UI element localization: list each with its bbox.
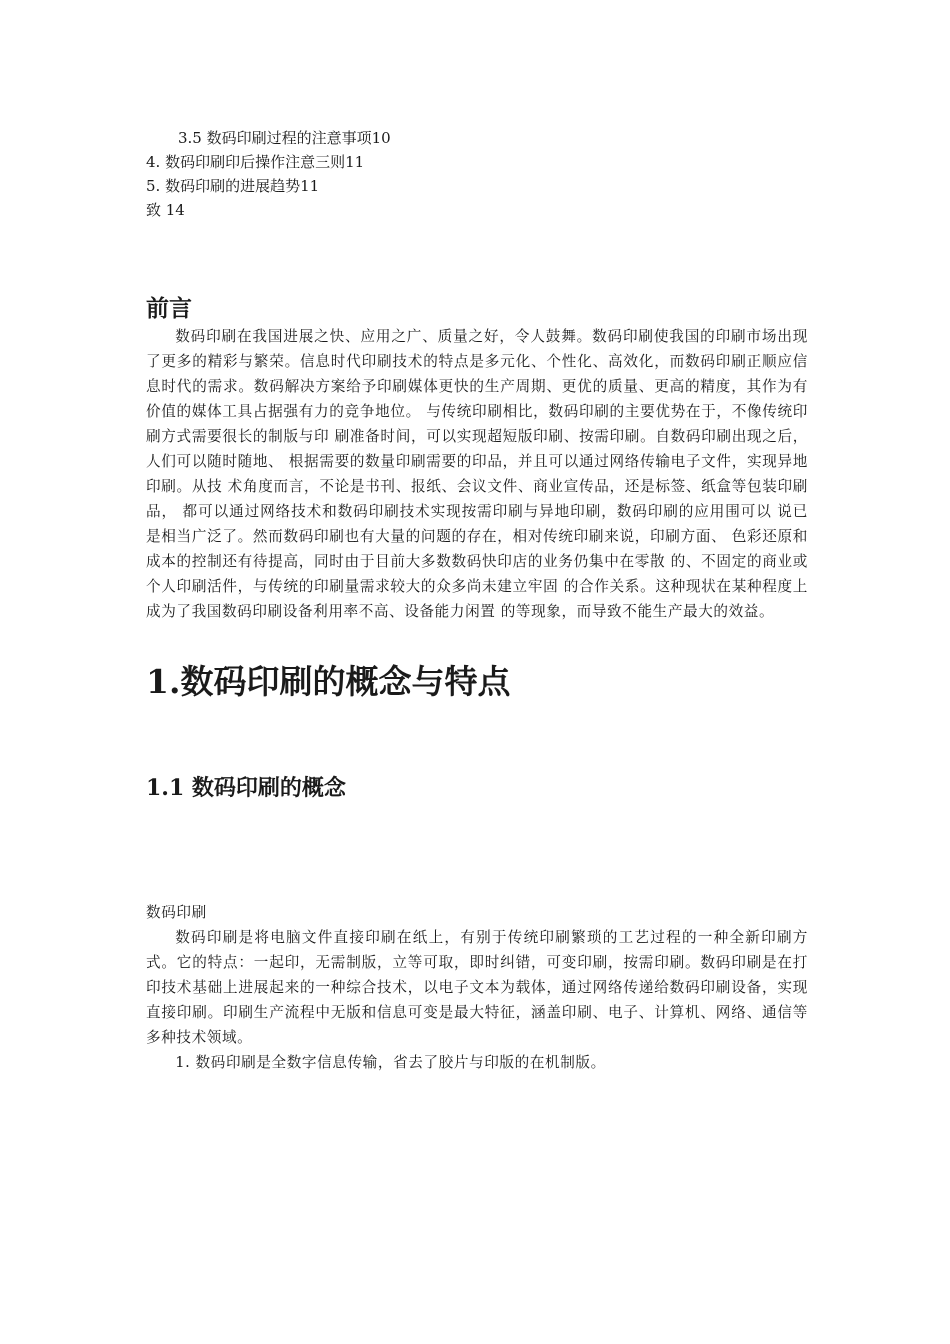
preface-heading: 前言	[146, 296, 192, 322]
toc-entry[interactable]: 致 14	[146, 201, 185, 219]
toc-entry[interactable]: 5. 数码印刷的进展趋势11	[146, 177, 320, 195]
toc-entry[interactable]: 3.5 数码印刷过程的注意事项10	[178, 129, 391, 147]
concept-paragraph: 数码印刷是将电脑文件直接印刷在纸上，有别于传统印刷繁琐的工艺过程的一种全新印刷方式。它的特点：一起印，无需制版，立等可取，即时纠错，可变印刷，按需印刷。数码印刷是在打印技术基础上进展起来的一种综合技术，以电子文本为载体，通过网络传递给数码印刷设备，实现直接印刷。印刷生产流程中无版和信息可变是最大特征，涵盖印刷、电子、计算机、网络、通信等多种技术领域。	[146, 929, 808, 1046]
toc-entry[interactable]: 4. 数码印刷印后操作注意三则11	[146, 153, 365, 171]
table-of-contents	[146, 126, 808, 222]
concept-label: 数码印刷	[146, 904, 207, 921]
list-item: 1. 数码印刷是全数字信息传输，省去了胶片与印版的在机制版。	[175, 1054, 606, 1071]
section-1-1-heading: 1.1 数码印刷的概念	[146, 775, 346, 801]
preface-paragraph: 数码印刷在我国进展之快、应用之广、质量之好，令人鼓舞。数码印刷使我国的印刷市场出现了更多的精彩与繁荣。信息时代印刷技术的特点是多元化、个性化、高效化，而数码印刷正顺应信息时代的需求。数码解决方案给予印刷媒体更快的生产周期、更优的质量、更高的精度，其作为有价值的媒体工具占据强有力的竞争地位。 与传统印刷相比，数码印刷的主要优势在于，不像传统印刷方式需要很长的制版与印 刷准备时间，可以实现超短版印刷、按需印刷。自数码印刷出现之后，人们可以随时随地、 根据需要的数量印刷需要的印品，并且可以通过网络传输电子文件，实现异地印刷。从技 术角度而言，不论是书刊、报纸、会议文件、商业宣传品，还是标签、纸盒等包装印刷品， 都可以通过网络技术和数码印刷技术实现按需印刷与异地印刷，数码印刷的应用围可以 说已是相当广泛了。然而数码印刷也有大量的问题的存在，相对传统印刷来说，印刷方面、 色彩还原和成本的控制还有待提高，同时由于目前大多数数码快印店的业务仍集中在零散 的、不固定的商业或个人印刷活件，与传统的印刷量需求较大的众多尚未建立牢固 的合作关系。这种现状在某种程度上成为了我国数码印刷设备利用率不高、设备能力闲置 的等现象，而导致不能生产最大的效益。	[146, 328, 808, 620]
document-page	[146, 126, 808, 1075]
section-1-heading: 1.数码印刷的概念与特点	[146, 662, 511, 701]
